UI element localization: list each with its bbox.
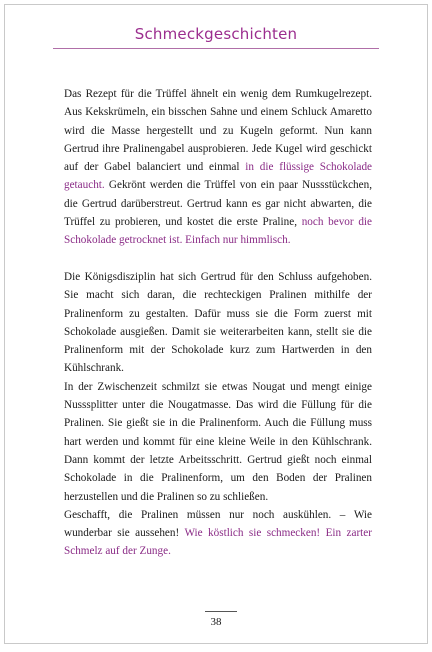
header-divider: [53, 48, 379, 49]
paragraph-praline-form: Die Königsdisziplin hat sich Gertrud für den Schluss aufgehoben. Sie macht sich daran, die rechteckigen Pralinen mithilfe der Pralinenform zu gestalten. Dafür muss sie die Form zuerst mit Schokolade ausgießen. Damit sie weiterarbeiten kann, stellt sie die Pralinenform mit der Schokolade kurz zum Hartwerden in den Kühlschrank.: [64, 270, 372, 375]
paragraph-text: Geschafft, die Pralinen müssen nur noch auskühlen. – Wie wunderbar sie aussehen!: [64, 508, 372, 540]
footer-divider: [205, 611, 237, 612]
body-text: [64, 85, 372, 561]
paragraph-finished: [64, 506, 372, 561]
highlighted-text: in die flüssige Schokolade getaucht.: [64, 161, 373, 192]
paragraph-truffles: [64, 85, 372, 250]
paragraph-nougat-filling: In der Zwischenzeit schmilzt sie etwas Nougat und mengt einige Nusssplitter unter die Nougatmasse. Das wird die Füllung für die Pralinen. Sie gießt sie in die Pralinenform. Auch die Füllung muss hart werden und kommt für eine kleine Weile in den Kühlschrank. Dann kommt der letzte Arbeitsschritt. Gertrud gießt noch einmal Schokolade in die Pralinenform, um den Boden der Pralinen herzustellen und die Pralinen so zu schließen.: [64, 380, 372, 503]
page-number: 38: [210, 616, 222, 628]
highlighted-text: Wie köstlich sie schmecken! Ein zarter Schmelz auf der Zunge.: [64, 527, 372, 558]
paragraph-text: Das Rezept für die Trüffel ähnelt ein wenig dem Rumkugelrezept. Aus Kekskrümeln, ein bisschen Sahne und einem Schluck Amaretto wird die Masse hergestellt und zu Kugeln geformt. Nun kann Gertrud ihre Pralinengabel ausprobieren. Jede Kugel wird geschickt auf der Gabel balanciert und einmal: [64, 88, 372, 174]
running-header-title: Schmeckgeschichten: [134, 25, 298, 43]
book-page: [4, 4, 428, 644]
paragraph-gap: [64, 250, 372, 268]
highlighted-text: noch bevor die Schokolade getrocknet ist. Einfach nur himmlisch.: [64, 216, 372, 247]
paragraph-text: Gekrönt werden die Trüffel von ein paar Nussstückchen, die Gertrud darüberstreut. Gertrud kann es gar nicht abwarten, die Trüffel zu probieren, und kostet die erste Praline,: [64, 179, 372, 229]
